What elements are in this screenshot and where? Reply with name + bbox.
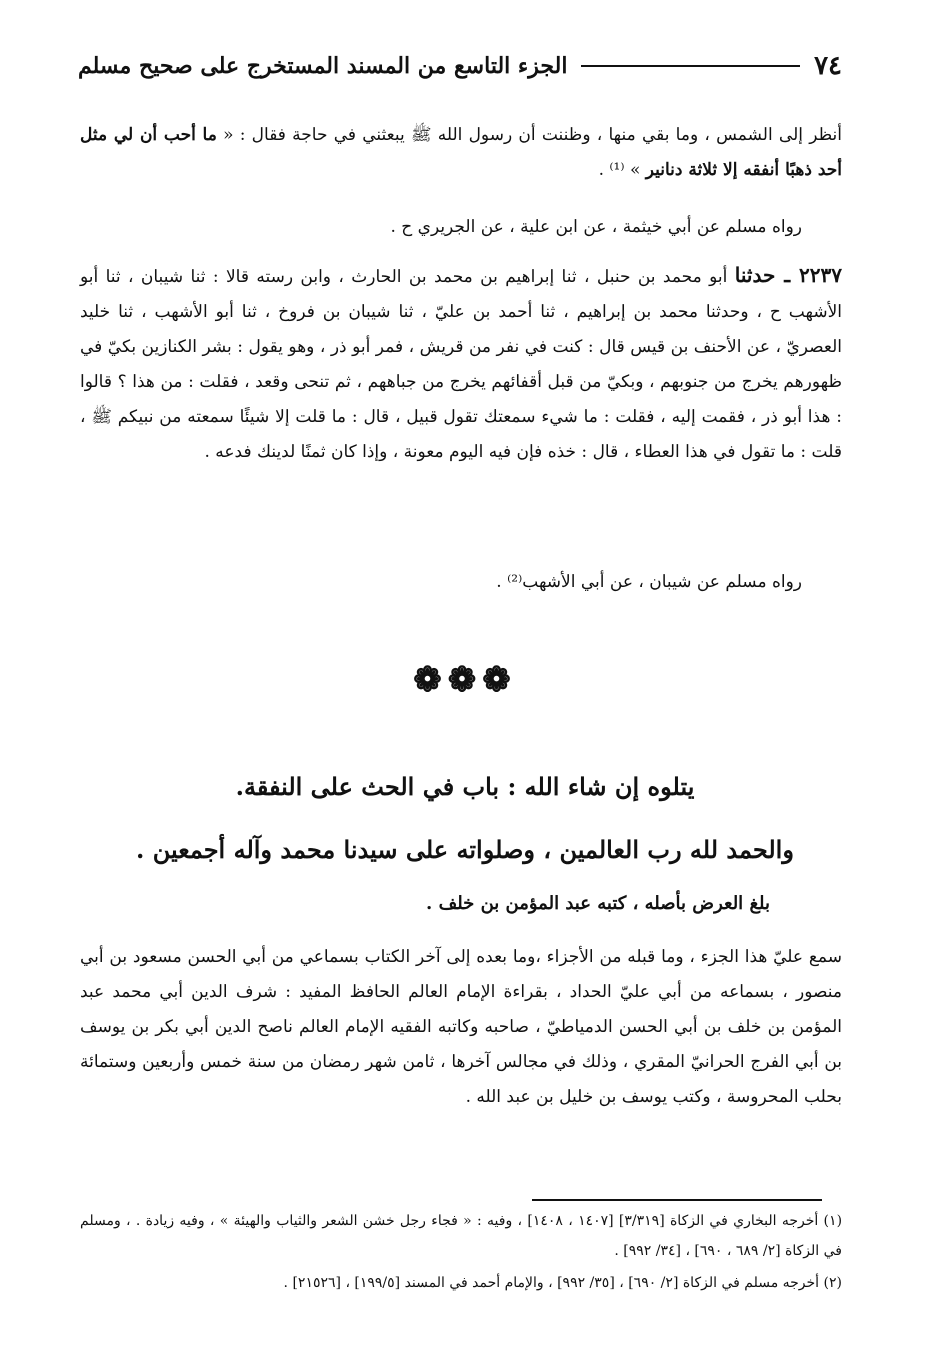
prophetic-saying: ما أحب أن لي مثل أحد ذهبًا أنفقه إلا ثلاثة دنانير xyxy=(80,125,842,180)
footnote-rule xyxy=(532,1199,822,1201)
paragraph-hadith-end xyxy=(80,118,842,188)
hadith-text: أبو محمد بن حنبل ، ثنا إبراهيم بن محمد بن الحارث ، وابن رسته قالا : ثنا شيبان ، ثنا أبو الأشهب ح ، وحدثنا محمد بن إبراهيم ، ثنا أحمد بن عليّ ، ثنا شيبان بن فروخ ، ثنا أبو الأشهب ، ثنا خليد العصريّ ، عن الأحنف بن قيس قال : كنت في نفر من قريش ، فمر أبو ذر ، وهو يقول : بشر الكنازين بكيّ في ظهورهم يخرج من جنوبهم ، وبكيّ من قبل أقفائهم يخرج من جباههم ، ثم تنحى وقعد ، فقلت : من هذا ؟ قالوا : هذا أبو ذر ، فقمت إليه ، فقلت : ما شيء سمعتك تقول قبيل ، قال : ما قلت إلا شيئًا سمعته من نبيكم ﷺ ، قلت : ما تقول في هذا العطاء ، قال : خذه فإن فيه اليوم معونة ، وإذا كان ثمنًا لدينك فدعه . xyxy=(80,267,842,462)
samaa-note: سمع عليّ هذا الجزء ، وما قبله من الأجزاء ،وما بعده إلى آخر الكتاب بسماعي من أبي الحسن مسعود بن أبي منصور ، بسماعه من أبي عليّ الحداد ، بقراءة الإمام العالم الحافظ المفيد : شرف الدين أبي محمد عبد المؤمن بن خلف بن أبي الحسن الدمياطيّ ، صاحبه وكاتبه الفقيه الإمام العالم ناصح الدين أبي بكر بن يوسف بن أبي الفرج الحرانيّ المقري ، وذلك في مجالس آخرها ، ثامن شهر رمضان من سنة خمس وأربعين وستمائة بحلب المحروسة ، وكتب يوسف بن خليل بن عبد الله . xyxy=(80,947,842,1107)
colophon-next-chapter: يتلوه إن شاء الله : باب في الحث على النفقة. xyxy=(235,772,695,801)
footnote-ref: » ⁽¹⁾ . xyxy=(598,160,641,180)
hadith-2237 xyxy=(80,258,842,470)
running-title: الجزء التاسع من المسند المستخرج على صحيح مسلم xyxy=(78,53,568,79)
hadith-number: ٢٢٣٧ ـ حدثنا xyxy=(734,263,843,287)
riwaya-note-2: رواه مسلم عن شيبان ، عن أبي الأشهب⁽²⁾ . xyxy=(496,572,802,592)
footnote-1: (١) أخرجه البخاري في الزكاة [٣/٣١٩] [١٤٠٧ ، ١٤٠٨] ، وفيه : « فجاء رجل خشن الشعر والثياب والهيئة » ، وفيه زيادة . ، ومسلم في الزكاة [٢/ ٦٨٩ ، ٦٩٠] ، [٣٤/ ٩٩٢] . xyxy=(80,1213,843,1259)
section-ornament: ❁❁❁ xyxy=(413,660,517,700)
page-header xyxy=(78,44,842,88)
colophon-collation: بلغ العرض بأصله ، كتبه عبد المؤمن بن خلف . xyxy=(426,893,770,914)
footnote-2: (٢) أخرجه مسلم في الزكاة [٢/ ٦٩٠] ، [٣٥/ ٩٩٢] ، والإمام أحمد في المسند [١٩٩/٥] ، [٢١٥٢٦] . xyxy=(283,1275,842,1291)
header-rule xyxy=(581,65,800,67)
colophon-praise: والحمد لله رب العالمين ، وصلواته على سيدنا محمد وآله أجمعين . xyxy=(136,835,794,864)
riwaya-note-1: رواه مسلم عن أبي خيثمة ، عن ابن علية ، عن الجريري ح . xyxy=(390,217,802,237)
page-number: ٧٤ xyxy=(814,51,842,81)
paragraph-text: أنظر إلى الشمس ، وما بقي منها ، وظننت أن رسول الله ﷺ يبعثني في حاجة فقال : « xyxy=(223,125,842,145)
